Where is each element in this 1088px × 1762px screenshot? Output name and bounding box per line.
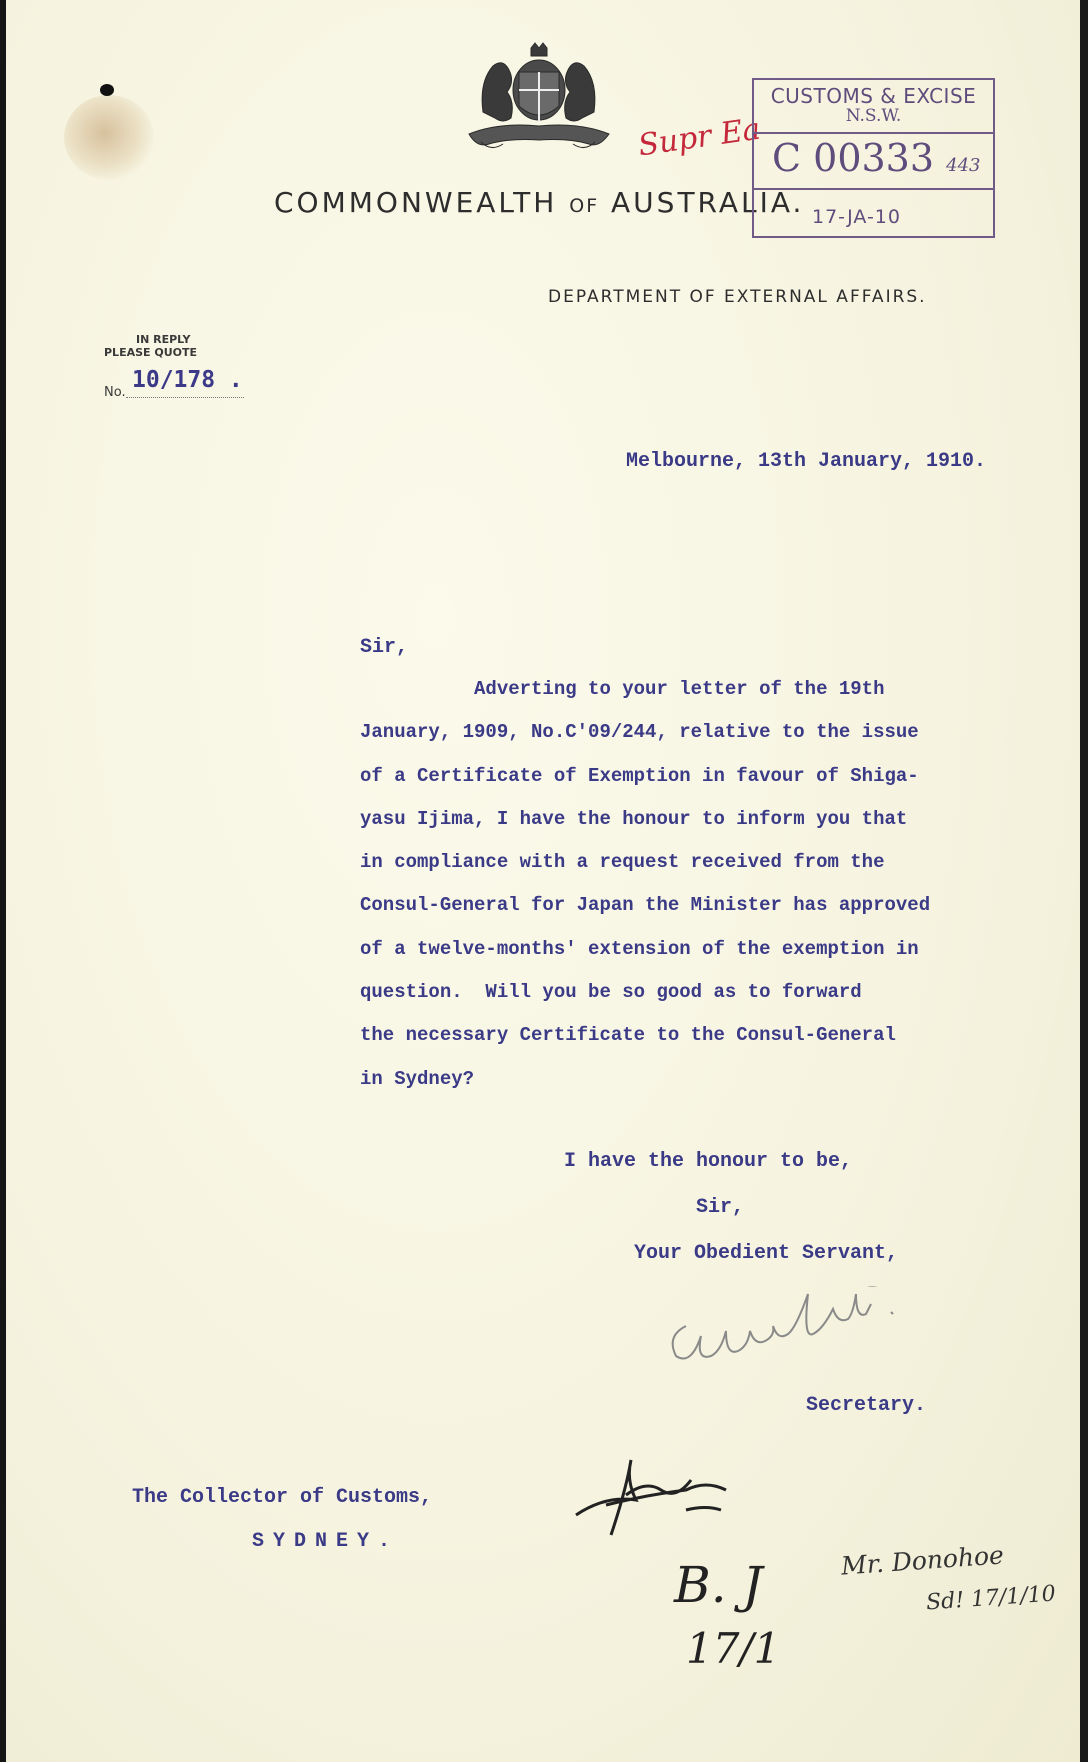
red-handwritten-note: Supr Ea bbox=[636, 111, 763, 164]
letterhead-of: OF bbox=[569, 195, 600, 217]
handwritten-mr-note: Mr. Donohoe bbox=[840, 1540, 1005, 1581]
stamp-date: 17-JA-10 bbox=[812, 206, 901, 228]
stamp-title: CUSTOMS & EXCISE bbox=[770, 84, 977, 108]
addressee-line-2: SYDNEY. bbox=[252, 1530, 400, 1553]
reply-no-label: No. bbox=[104, 385, 126, 400]
reply-line-2: PLEASE QUOTE bbox=[104, 346, 198, 359]
stamp-divider bbox=[754, 132, 993, 134]
letterhead-commonwealth: COMMONWEALTH bbox=[274, 186, 558, 219]
stamp-number-suffix: 443 bbox=[946, 155, 981, 176]
signatory-title: Secretary. bbox=[806, 1394, 927, 1417]
letterhead bbox=[274, 186, 804, 219]
body-line: question. Will you be so good as to forward bbox=[360, 981, 862, 1004]
paper-stain bbox=[64, 95, 154, 180]
body-line: yasu Ijima, I have the honour to inform you that bbox=[360, 807, 908, 830]
handwritten-bi-initials: B. J bbox=[674, 1556, 763, 1614]
reply-reference-number: 10/178 . bbox=[132, 367, 243, 393]
reply-line-1: IN REPLY bbox=[136, 333, 191, 346]
stamp-number bbox=[772, 136, 981, 180]
stamp-number-main: C 00333 bbox=[772, 136, 935, 180]
letter-body bbox=[360, 668, 1060, 1101]
stamp-divider bbox=[754, 188, 993, 190]
body-line: Consul-General for Japan the Minister has approved bbox=[360, 894, 931, 917]
salutation: Sir, bbox=[360, 636, 409, 659]
letter-date: Melbourne, 13th January, 1910. bbox=[626, 450, 987, 473]
customs-stamp bbox=[752, 78, 995, 238]
closing-line-3: Your Obedient Servant, bbox=[634, 1242, 899, 1265]
body-line: Adverting to your letter of the 19th bbox=[360, 678, 885, 700]
handwritten-mr-note-date: Sd! 17/1/10 bbox=[925, 1581, 1057, 1616]
stamp-state: N.S.W. bbox=[845, 106, 902, 126]
body-line: in Sydney? bbox=[360, 1067, 475, 1090]
body-line: of a twelve-months' extension of the exemption in bbox=[360, 937, 919, 960]
department-name: DEPARTMENT OF EXTERNAL AFFAIRS. bbox=[548, 287, 927, 307]
body-line: January, 1909, No.C'09/244, relative to the issue bbox=[360, 721, 919, 744]
coat-of-arms-icon bbox=[461, 42, 616, 157]
closing-line-1: I have the honour to be, bbox=[564, 1150, 853, 1173]
body-line: of a Certificate of Exemption in favour of Shiga- bbox=[360, 764, 919, 787]
letterhead-australia: AUSTRALIA. bbox=[611, 186, 805, 219]
addressee-line-1: The Collector of Customs, bbox=[132, 1486, 433, 1509]
signature-image bbox=[646, 1286, 996, 1376]
body-line: in compliance with a request received from the bbox=[360, 851, 885, 874]
handwritten-bi-date: 17/1 bbox=[686, 1624, 781, 1673]
punch-hole bbox=[100, 84, 114, 96]
closing-line-2: Sir, bbox=[696, 1196, 745, 1219]
handwritten-initials-image bbox=[566, 1455, 766, 1555]
reply-dotted-line bbox=[126, 397, 244, 398]
body-line: the necessary Certificate to the Consul-General bbox=[360, 1024, 896, 1047]
